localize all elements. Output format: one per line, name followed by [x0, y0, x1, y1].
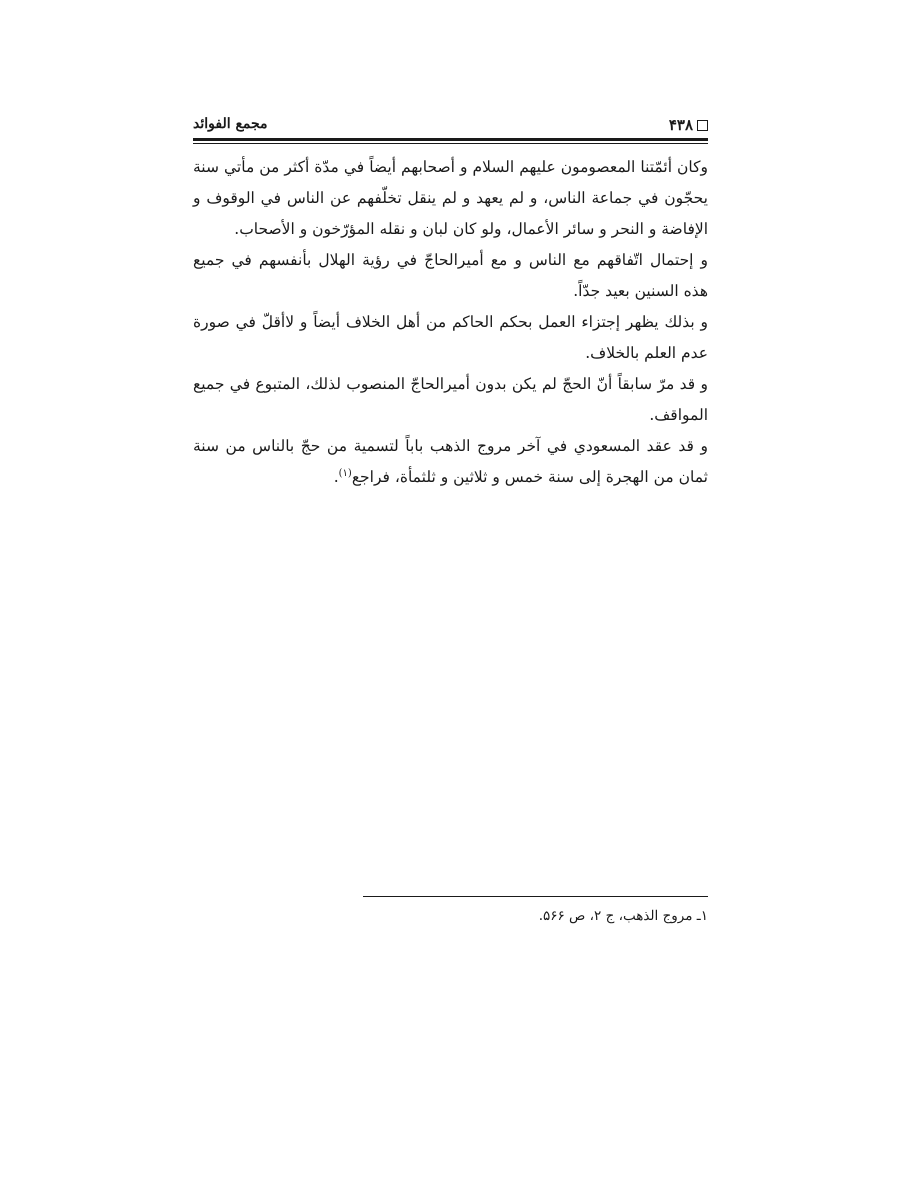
- footnote-marker[interactable]: (۱): [338, 467, 352, 479]
- paragraph-5: [193, 431, 708, 493]
- paragraph-4: و قد مرّ سابقاً أنّ الحجّ لم يكن بدون أميرالحاجّ المنصوب لذلك، المتبوع في جميع المواقف.: [193, 375, 708, 424]
- paragraph-2: و إحتمال اتّفاقهم مع الناس و مع أميرالحاجّ في رؤية الهلال بأنفسهم في جميع هذه السنين بعيد جدّاً.: [193, 251, 708, 300]
- book-title: مجمع الفوائد: [193, 116, 268, 132]
- square-icon: [697, 120, 708, 131]
- page-number-text: ۴۳۸: [668, 116, 693, 134]
- paragraph-5-end: .: [333, 468, 339, 486]
- header-rule-thick: [193, 138, 708, 141]
- footnote: ۱ـ مروج الذهب، ج ۲، ص ۵۶۶.: [538, 908, 708, 924]
- page-header: [193, 112, 708, 138]
- page-number: [669, 116, 708, 134]
- paragraph-1: وكان أئمّتنا المعصومون عليهم السلام و أصحابهم أيضاً في مدّة أكثر من مأتي سنة يحجّون في جماعة الناس، و لم يعهد و لم ينقل تخلّفهم عن الناس في الوقوف و الإفاضة و النحر و سائر الأعمال، ولو كان لبان و نقله المؤرّخون و الأصحاب.: [193, 158, 708, 238]
- body-text: [193, 152, 708, 493]
- paragraph-3: و بذلك يظهر إجتزاء العمل بحكم الحاكم من أهل الخلاف أيضاً و لاأقلّ في صورة عدم العلم بالخلاف.: [193, 313, 708, 362]
- paragraph-5-text: و قد عقد المسعودي في آخر مروج الذهب باباً لتسمية من حجّ بالناس من سنة ثمان من الهجرة إلى سنة خمس و ثلاثين و ثلثمأة، فراجع: [193, 437, 708, 486]
- header-rule-thin: [193, 143, 708, 144]
- footnote-rule: [363, 896, 708, 897]
